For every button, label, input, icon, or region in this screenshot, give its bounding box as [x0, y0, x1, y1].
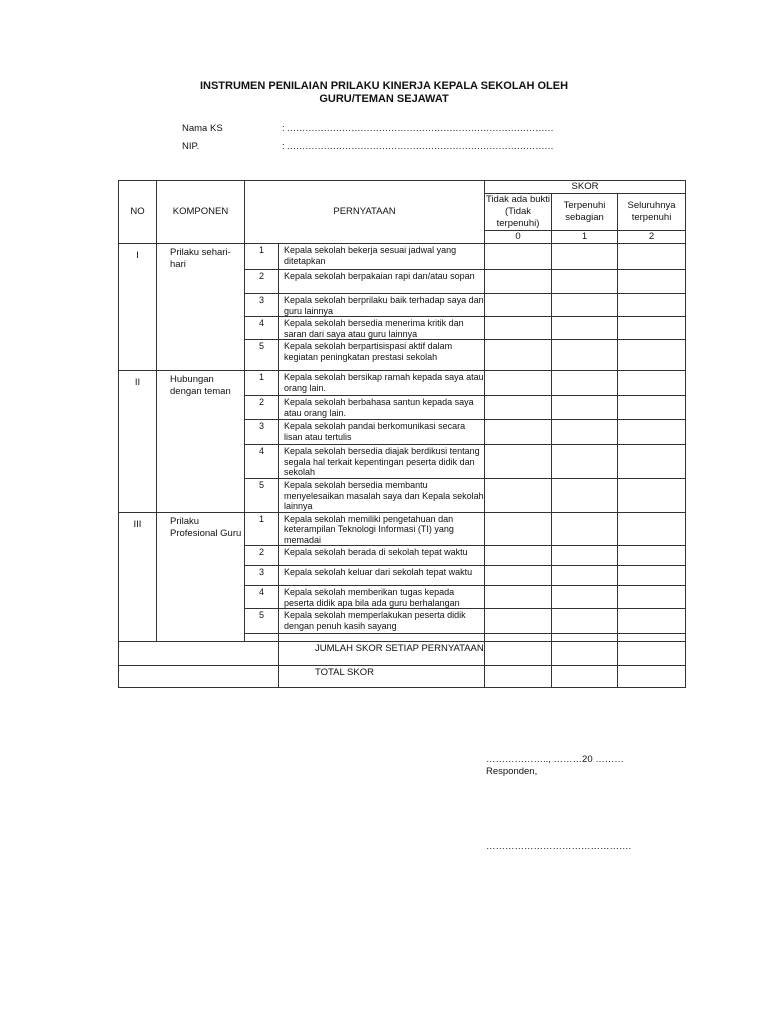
- statement-text: Kepala sekolah memperlakukan peserta didik dengan penuh kasih sayang: [279, 609, 485, 634]
- total-skor-row: [119, 666, 686, 688]
- statement-number: 1: [245, 244, 279, 270]
- statement-number: 5: [245, 609, 279, 634]
- header-no: NO: [119, 181, 157, 244]
- nip-field[interactable]: : ……………………………………………………………………………: [282, 141, 554, 152]
- nama-ks-label: Nama KS: [182, 123, 223, 134]
- score-cell-1[interactable]: [552, 512, 618, 546]
- signature-line: ……………………………………….: [486, 841, 632, 852]
- score-cell-0[interactable]: [485, 294, 552, 317]
- jumlah-skor-cell-0[interactable]: [485, 642, 552, 666]
- score-cell-0[interactable]: [485, 566, 552, 586]
- score-cell-2[interactable]: [618, 396, 686, 420]
- spacer-score-cell: [552, 634, 618, 642]
- score-cell-1[interactable]: [552, 546, 618, 566]
- score-cell-1[interactable]: [552, 396, 618, 420]
- statement-text: Kepala sekolah bersedia membantu menyelesaikan masalah saya dan Kepala sekolah lainnya: [279, 479, 485, 513]
- total-skor-label: TOTAL SKOR: [279, 666, 485, 688]
- header-score-2: Seluruhnya terpenuhi: [618, 194, 686, 231]
- score-cell-0[interactable]: [485, 420, 552, 445]
- score-cell-2[interactable]: [618, 294, 686, 317]
- signature-place-date: ……………….., ………20 ………: [486, 754, 624, 765]
- statement-number: 5: [245, 340, 279, 371]
- statement-number: 3: [245, 420, 279, 445]
- header-score-value-2: 2: [618, 231, 686, 244]
- score-cell-2[interactable]: [618, 317, 686, 340]
- score-cell-2[interactable]: [618, 371, 686, 396]
- statement-number: 5: [245, 479, 279, 513]
- score-cell-2[interactable]: [618, 340, 686, 371]
- score-cell-0[interactable]: [485, 586, 552, 609]
- statement-number: 4: [245, 317, 279, 340]
- statement-number: 3: [245, 294, 279, 317]
- score-cell-2[interactable]: [618, 420, 686, 445]
- header-skor: SKOR: [485, 181, 686, 194]
- statement-number: 1: [245, 512, 279, 546]
- score-cell-0[interactable]: [485, 512, 552, 546]
- score-cell-0[interactable]: [485, 609, 552, 634]
- total-skor-cell-0[interactable]: [485, 666, 552, 688]
- score-cell-2[interactable]: [618, 512, 686, 546]
- score-cell-0[interactable]: [485, 396, 552, 420]
- score-cell-1[interactable]: [552, 609, 618, 634]
- signature-responden: Responden,: [486, 766, 538, 777]
- statement-number: 2: [245, 546, 279, 566]
- statement-number: 3: [245, 566, 279, 586]
- statement-text: Kepala sekolah keluar dari sekolah tepat waktu: [279, 566, 485, 586]
- total-skor-cell-1[interactable]: [552, 666, 618, 688]
- header-score-value-0: 0: [485, 231, 552, 244]
- jumlah-skor-cell-1[interactable]: [552, 642, 618, 666]
- statement-text: Kepala sekolah berprilaku baik terhadap saya dan guru lainnya: [279, 294, 485, 317]
- header-pernyataan: PERNYATAAN: [245, 181, 485, 244]
- table-row: [119, 244, 686, 270]
- nip-label: NIP.: [182, 141, 200, 152]
- score-cell-2[interactable]: [618, 445, 686, 479]
- statement-number: 4: [245, 586, 279, 609]
- score-cell-0[interactable]: [485, 340, 552, 371]
- document-title: [0, 80, 768, 106]
- statement-number: 2: [245, 396, 279, 420]
- score-cell-1[interactable]: [552, 294, 618, 317]
- nama-ks-field[interactable]: : ……………………………………………………………………………: [282, 123, 554, 134]
- score-cell-1[interactable]: [552, 566, 618, 586]
- statement-text: Kepala sekolah memiliki pengetahuan dan keterampilan Teknologi Informasi (TI) yang memadai: [279, 512, 485, 546]
- header-score-1: Terpenuhi sebagian: [552, 194, 618, 231]
- section-komponen: Prilaku sehari-hari: [157, 244, 245, 371]
- score-cell-0[interactable]: [485, 270, 552, 294]
- score-cell-2[interactable]: [618, 586, 686, 609]
- score-cell-1[interactable]: [552, 270, 618, 294]
- score-cell-1[interactable]: [552, 371, 618, 396]
- score-cell-1[interactable]: [552, 317, 618, 340]
- score-cell-0[interactable]: [485, 546, 552, 566]
- score-cell-1[interactable]: [552, 586, 618, 609]
- jumlah-skor-row: [119, 642, 686, 666]
- spacer-score-cell: [618, 634, 686, 642]
- statement-text: Kepala sekolah memberikan tugas kepada peserta didik apa bila ada guru berhalangan: [279, 586, 485, 609]
- title-line-1: INSTRUMEN PENILAIAN PRILAKU KINERJA KEPALA SEKOLAH OLEH: [199, 80, 569, 92]
- statement-text: Kepala sekolah bersikap ramah kepada saya atau orang lain.: [279, 371, 485, 396]
- score-cell-0[interactable]: [485, 244, 552, 270]
- section-number: I: [119, 244, 157, 371]
- table-row: [119, 371, 686, 396]
- statement-number: 1: [245, 371, 279, 396]
- score-cell-0[interactable]: [485, 445, 552, 479]
- statement-number: 4: [245, 445, 279, 479]
- statement-text: Kepala sekolah berpartisispasi aktif dalam kegiatan peningkatan prestasi sekolah: [279, 340, 485, 371]
- score-cell-0[interactable]: [485, 317, 552, 340]
- score-cell-0[interactable]: [485, 371, 552, 396]
- score-cell-1[interactable]: [552, 479, 618, 513]
- score-cell-2[interactable]: [618, 566, 686, 586]
- score-cell-2[interactable]: [618, 479, 686, 513]
- title-line-2: GURU/TEMAN SEJAWAT: [319, 93, 449, 105]
- jumlah-skor-label: JUMLAH SKOR SETIAP PERNYATAAN: [279, 642, 485, 666]
- assessment-table: [118, 180, 686, 688]
- statement-text: Kepala sekolah berpakaian rapi dan/atau sopan: [279, 270, 485, 294]
- score-cell-1[interactable]: [552, 445, 618, 479]
- spacer-cell: [279, 634, 485, 642]
- score-cell-2[interactable]: [618, 244, 686, 270]
- score-cell-1[interactable]: [552, 244, 618, 270]
- header-score-0: Tidak ada bukti (Tidak terpenuhi): [485, 194, 551, 229]
- spacer-score-cell: [485, 634, 552, 642]
- section-number: III: [119, 512, 157, 642]
- statement-text: Kepala sekolah bersedia diajak berdikusi tentang segala hal terkait kepentingan peserta didik dan sekolah: [279, 445, 485, 479]
- table-row: [119, 512, 686, 546]
- statement-text: Kepala sekolah bekerja sesuai jadwal yang ditetapkan: [279, 244, 485, 270]
- header-komponen: KOMPONEN: [157, 181, 245, 244]
- score-cell-1[interactable]: [552, 420, 618, 445]
- score-cell-2[interactable]: [618, 546, 686, 566]
- statement-number: 2: [245, 270, 279, 294]
- jumlah-skor-cell-2[interactable]: [618, 642, 686, 666]
- statement-text: Kepala sekolah berada di sekolah tepat waktu: [279, 546, 485, 566]
- statement-text: Kepala sekolah bersedia menerima kritik dan saran dari saya atau guru lainnya: [279, 317, 485, 340]
- score-cell-2[interactable]: [618, 609, 686, 634]
- section-number: II: [119, 371, 157, 513]
- section-komponen: Hubungan dengan teman: [157, 371, 245, 513]
- score-cell-0[interactable]: [485, 479, 552, 513]
- spacer-cell: [245, 634, 279, 642]
- section-komponen: Prilaku Profesional Guru: [157, 512, 245, 642]
- total-skor-blank: [119, 666, 279, 688]
- score-cell-1[interactable]: [552, 340, 618, 371]
- jumlah-skor-blank: [119, 642, 279, 666]
- statement-text: Kepala sekolah pandai berkomunikasi secara lisan atau tertulis: [279, 420, 485, 445]
- header-score-value-1: 1: [552, 231, 618, 244]
- score-cell-2[interactable]: [618, 270, 686, 294]
- total-skor-cell-2[interactable]: [618, 666, 686, 688]
- statement-text: Kepala sekolah berbahasa santun kepada saya atau orang lain.: [279, 396, 485, 420]
